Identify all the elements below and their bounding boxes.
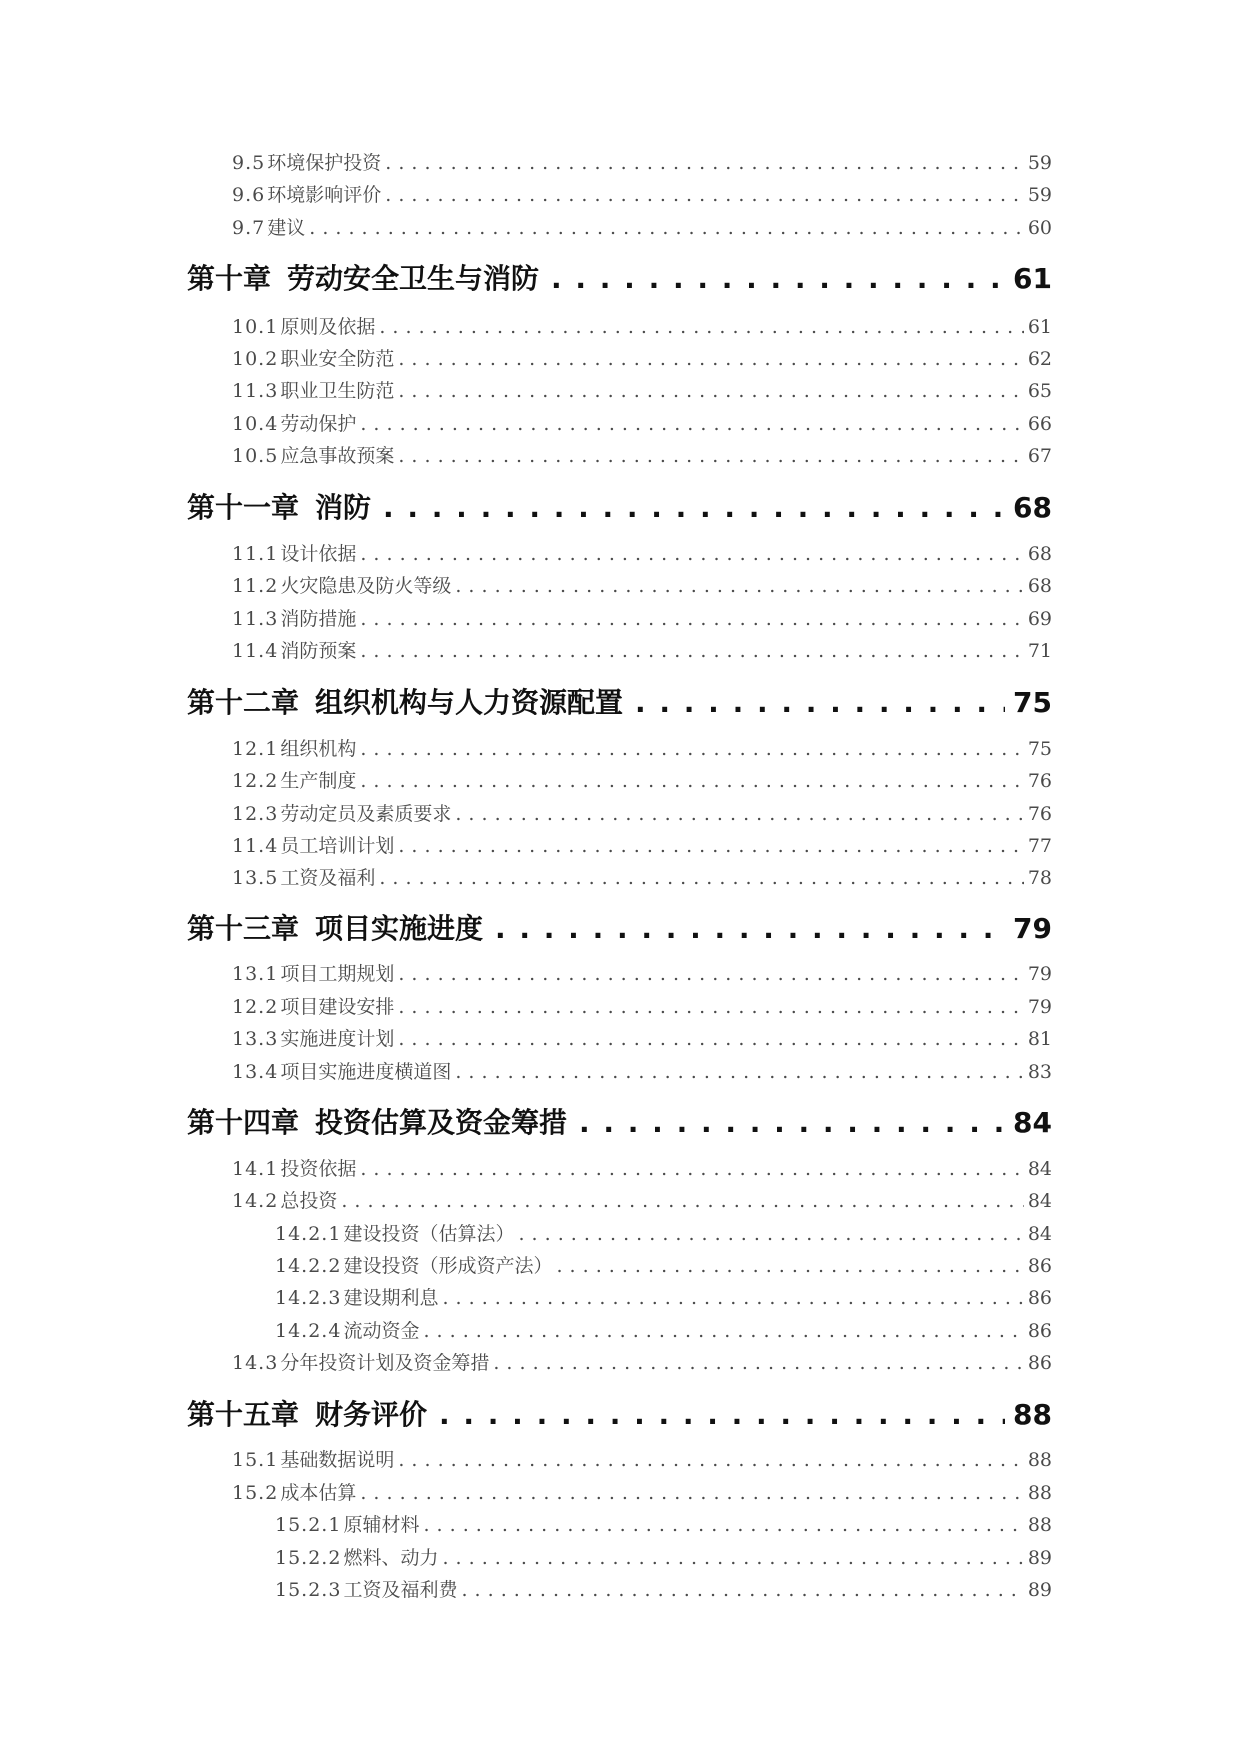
page-number: 65 — [1027, 380, 1052, 402]
section-number: 11.1 — [232, 543, 279, 565]
section-number: 14.2.4 — [275, 1320, 342, 1342]
section-number: 14.1 — [232, 1158, 279, 1180]
toc-entry[interactable] — [232, 606, 1052, 632]
section-title: 消防预案 — [280, 640, 357, 662]
section-title: 生产制度 — [280, 770, 357, 792]
section-number: 10.2 — [232, 348, 279, 370]
dot-leader — [551, 260, 1005, 298]
toc-chapter-entry[interactable] — [187, 1396, 1052, 1434]
page-number: 84 — [1027, 1158, 1052, 1180]
section-title: 应急事故预案 — [280, 445, 395, 467]
dot-leader — [341, 1188, 1023, 1214]
section-title: 原辅材料 — [343, 1514, 420, 1536]
section-title: 实施进度计划 — [280, 1028, 395, 1050]
dot-leader — [379, 314, 1023, 340]
section-title: 基础数据说明 — [280, 1449, 395, 1471]
dot-leader — [398, 1447, 1023, 1473]
dot-leader — [398, 833, 1023, 859]
section-number: 14.2.2 — [275, 1255, 342, 1277]
section-title: 项目实施进度横道图 — [280, 1061, 452, 1083]
section-title: 劳动保护 — [280, 413, 357, 435]
section-title: 分年投资计划及资金筹措 — [280, 1352, 490, 1374]
section-number: 14.3 — [232, 1352, 279, 1374]
page-number: 69 — [1027, 608, 1052, 630]
toc-entry[interactable] — [275, 1318, 1052, 1344]
section-number: 12.3 — [232, 803, 279, 825]
dot-leader — [493, 1350, 1023, 1376]
section-number: 10.1 — [232, 316, 279, 338]
dot-leader — [398, 346, 1023, 372]
toc-entry[interactable] — [232, 1350, 1052, 1376]
section-number: 15.2 — [232, 1482, 279, 1504]
section-number: 11.2 — [232, 575, 279, 597]
section-number: 14.2.3 — [275, 1287, 342, 1309]
dot-leader — [385, 150, 1024, 176]
section-title: 建设投资（估算法） — [343, 1223, 515, 1245]
dot-leader — [398, 443, 1023, 469]
chapter-number: 第十二章 — [187, 686, 300, 719]
section-number: 9.7 — [232, 217, 266, 239]
section-title: 项目工期规划 — [280, 963, 395, 985]
dot-leader — [439, 1396, 1005, 1434]
page-number: 84 — [1027, 1190, 1052, 1212]
section-number: 13.4 — [232, 1061, 279, 1083]
section-title: 流动资金 — [343, 1320, 420, 1342]
dot-leader — [360, 736, 1023, 762]
section-number: 12.1 — [232, 738, 279, 760]
toc-entry[interactable] — [232, 1188, 1052, 1214]
page-number: 79 — [1027, 996, 1052, 1018]
section-title: 环境影响评价 — [267, 184, 382, 206]
page-number: 89 — [1027, 1579, 1052, 1601]
dot-leader — [360, 411, 1023, 437]
section-title: 职业卫生防范 — [280, 380, 395, 402]
dot-leader — [360, 606, 1023, 632]
page-number: 76 — [1027, 803, 1052, 825]
toc-chapter-entry[interactable] — [187, 1104, 1052, 1142]
section-number: 11.3 — [232, 608, 279, 630]
section-title: 员工培训计划 — [280, 835, 395, 857]
dot-leader — [556, 1253, 1023, 1279]
section-title: 投资依据 — [280, 1158, 357, 1180]
toc-entry[interactable] — [232, 378, 1052, 404]
dot-leader — [309, 215, 1024, 241]
page-number: 79 — [1027, 963, 1052, 985]
dot-leader — [423, 1318, 1023, 1344]
toc-entry[interactable] — [232, 1026, 1052, 1052]
dot-leader — [383, 489, 1005, 527]
toc-entry[interactable] — [232, 768, 1052, 794]
toc-entry[interactable] — [275, 1512, 1052, 1538]
dot-leader — [495, 910, 1005, 948]
page-number: 86 — [1027, 1352, 1052, 1374]
page-number: 59 — [1027, 152, 1052, 174]
dot-leader — [442, 1285, 1023, 1311]
section-title: 劳动定员及素质要求 — [280, 803, 452, 825]
dot-leader — [360, 1156, 1023, 1182]
dot-leader — [360, 768, 1023, 794]
dot-leader — [455, 801, 1023, 827]
chapter-number: 第十五章 — [187, 1398, 300, 1431]
section-title: 建设投资（形成资产法） — [343, 1255, 553, 1277]
section-title: 原则及依据 — [280, 316, 376, 338]
section-title: 项目建设安排 — [280, 996, 395, 1018]
section-title: 工资及福利费 — [343, 1579, 458, 1601]
page-number: 78 — [1027, 867, 1052, 889]
section-number: 15.2.3 — [275, 1579, 342, 1601]
page-number: 77 — [1027, 835, 1052, 857]
chapter-title: 投资估算及资金筹措 — [315, 1106, 568, 1139]
section-number: 13.1 — [232, 963, 279, 985]
toc-entry[interactable] — [232, 1480, 1052, 1506]
dot-leader — [423, 1512, 1023, 1538]
page-number: 68 — [1027, 543, 1052, 565]
page-number: 60 — [1027, 217, 1052, 239]
toc-entry[interactable] — [232, 150, 1052, 176]
toc-entry[interactable] — [275, 1577, 1052, 1603]
dot-leader — [455, 573, 1023, 599]
toc-chapter-entry[interactable] — [187, 910, 1052, 948]
section-number: 11.4 — [232, 835, 279, 857]
page-number: 62 — [1027, 348, 1052, 370]
dot-leader — [455, 1059, 1023, 1085]
toc-entry[interactable] — [232, 801, 1052, 827]
page-number: 75 — [1027, 738, 1052, 760]
section-number: 15.2.1 — [275, 1514, 342, 1536]
page-number: 76 — [1027, 770, 1052, 792]
page-number: 68 — [1013, 491, 1052, 524]
section-number: 15.2.2 — [275, 1547, 342, 1569]
toc-entry[interactable] — [232, 638, 1052, 664]
dot-leader — [360, 638, 1023, 664]
page-number: 67 — [1027, 445, 1052, 467]
chapter-number: 第十四章 — [187, 1106, 300, 1139]
toc-entry[interactable] — [232, 182, 1052, 208]
page-number: 84 — [1027, 1223, 1052, 1245]
toc-entry[interactable] — [232, 346, 1052, 372]
section-number: 12.2 — [232, 996, 279, 1018]
page-number: 86 — [1027, 1255, 1052, 1277]
toc-entry[interactable] — [232, 314, 1052, 340]
dot-leader — [360, 1480, 1023, 1506]
page-number: 81 — [1027, 1028, 1052, 1050]
section-title: 总投资 — [280, 1190, 338, 1212]
page-number: 66 — [1027, 413, 1052, 435]
chapter-title: 消防 — [315, 491, 372, 524]
dot-leader — [442, 1545, 1023, 1571]
dot-leader — [385, 182, 1024, 208]
toc-entry[interactable] — [232, 1447, 1052, 1473]
section-number: 10.4 — [232, 413, 279, 435]
toc-entry[interactable] — [232, 541, 1052, 567]
toc-entry[interactable] — [232, 1156, 1052, 1182]
toc-entry[interactable] — [275, 1545, 1052, 1571]
toc-entry[interactable] — [275, 1221, 1052, 1247]
dot-leader — [398, 378, 1023, 404]
toc-entry[interactable] — [275, 1253, 1052, 1279]
dot-leader — [635, 684, 1005, 722]
section-title: 环境保护投资 — [267, 152, 382, 174]
dot-leader — [518, 1221, 1023, 1247]
page-number: 61 — [1013, 262, 1052, 295]
section-number: 12.2 — [232, 770, 279, 792]
section-title: 职业安全防范 — [280, 348, 395, 370]
dot-leader — [379, 865, 1023, 891]
toc-entry[interactable] — [232, 215, 1052, 241]
page-number: 71 — [1027, 640, 1052, 662]
page-number: 86 — [1027, 1287, 1052, 1309]
toc-entry[interactable] — [232, 1059, 1052, 1085]
dot-leader — [398, 1026, 1023, 1052]
chapter-title: 项目实施进度 — [315, 912, 484, 945]
section-number: 9.6 — [232, 184, 266, 206]
toc-entry[interactable] — [232, 865, 1052, 891]
section-number: 13.3 — [232, 1028, 279, 1050]
section-title: 建设期利息 — [343, 1287, 439, 1309]
dot-leader — [461, 1577, 1023, 1603]
section-number: 14.2.1 — [275, 1223, 342, 1245]
page-number: 75 — [1013, 686, 1052, 719]
page-number: 89 — [1027, 1547, 1052, 1569]
section-title: 消防措施 — [280, 608, 357, 630]
section-title: 工资及福利 — [280, 867, 376, 889]
dot-leader — [360, 541, 1023, 567]
toc-entry[interactable] — [232, 411, 1052, 437]
page-number: 68 — [1027, 575, 1052, 597]
section-title: 成本估算 — [280, 1482, 357, 1504]
toc-entry[interactable] — [232, 573, 1052, 599]
page-number: 59 — [1027, 184, 1052, 206]
section-title: 燃料、动力 — [343, 1547, 439, 1569]
page-number: 88 — [1013, 1398, 1052, 1431]
toc-entry[interactable] — [232, 961, 1052, 987]
chapter-title: 组织机构与人力资源配置 — [315, 686, 624, 719]
section-number: 10.5 — [232, 445, 279, 467]
chapter-title: 财务评价 — [315, 1398, 428, 1431]
chapter-number: 第十一章 — [187, 491, 300, 524]
toc-entry[interactable] — [232, 833, 1052, 859]
section-number: 11.3 — [232, 380, 279, 402]
chapter-number: 第十章 — [187, 262, 272, 295]
page-number: 83 — [1027, 1061, 1052, 1083]
section-title: 火灾隐患及防火等级 — [280, 575, 452, 597]
section-number: 11.4 — [232, 640, 279, 662]
page-number: 88 — [1027, 1449, 1052, 1471]
section-number: 15.1 — [232, 1449, 279, 1471]
page-number: 61 — [1027, 316, 1052, 338]
chapter-title: 劳动安全卫生与消防 — [287, 262, 540, 295]
page-number: 88 — [1027, 1514, 1052, 1536]
toc-chapter-entry[interactable] — [187, 260, 1052, 298]
chapter-number: 第十三章 — [187, 912, 300, 945]
section-title: 组织机构 — [280, 738, 357, 760]
section-number: 13.5 — [232, 867, 279, 889]
section-number: 14.2 — [232, 1190, 279, 1212]
toc-chapter-entry[interactable] — [187, 489, 1052, 527]
page-number: 86 — [1027, 1320, 1052, 1342]
page-number: 84 — [1013, 1106, 1052, 1139]
section-title: 设计依据 — [280, 543, 357, 565]
toc-entry[interactable] — [232, 994, 1052, 1020]
toc-entry[interactable] — [275, 1285, 1052, 1311]
toc-entry[interactable] — [232, 443, 1052, 469]
section-title: 建议 — [267, 217, 306, 239]
dot-leader — [579, 1104, 1005, 1142]
section-number: 9.5 — [232, 152, 266, 174]
page-number: 88 — [1027, 1482, 1052, 1504]
toc-entry[interactable] — [232, 736, 1052, 762]
toc-chapter-entry[interactable] — [187, 684, 1052, 722]
dot-leader — [398, 961, 1023, 987]
dot-leader — [398, 994, 1023, 1020]
page-number: 79 — [1013, 912, 1052, 945]
